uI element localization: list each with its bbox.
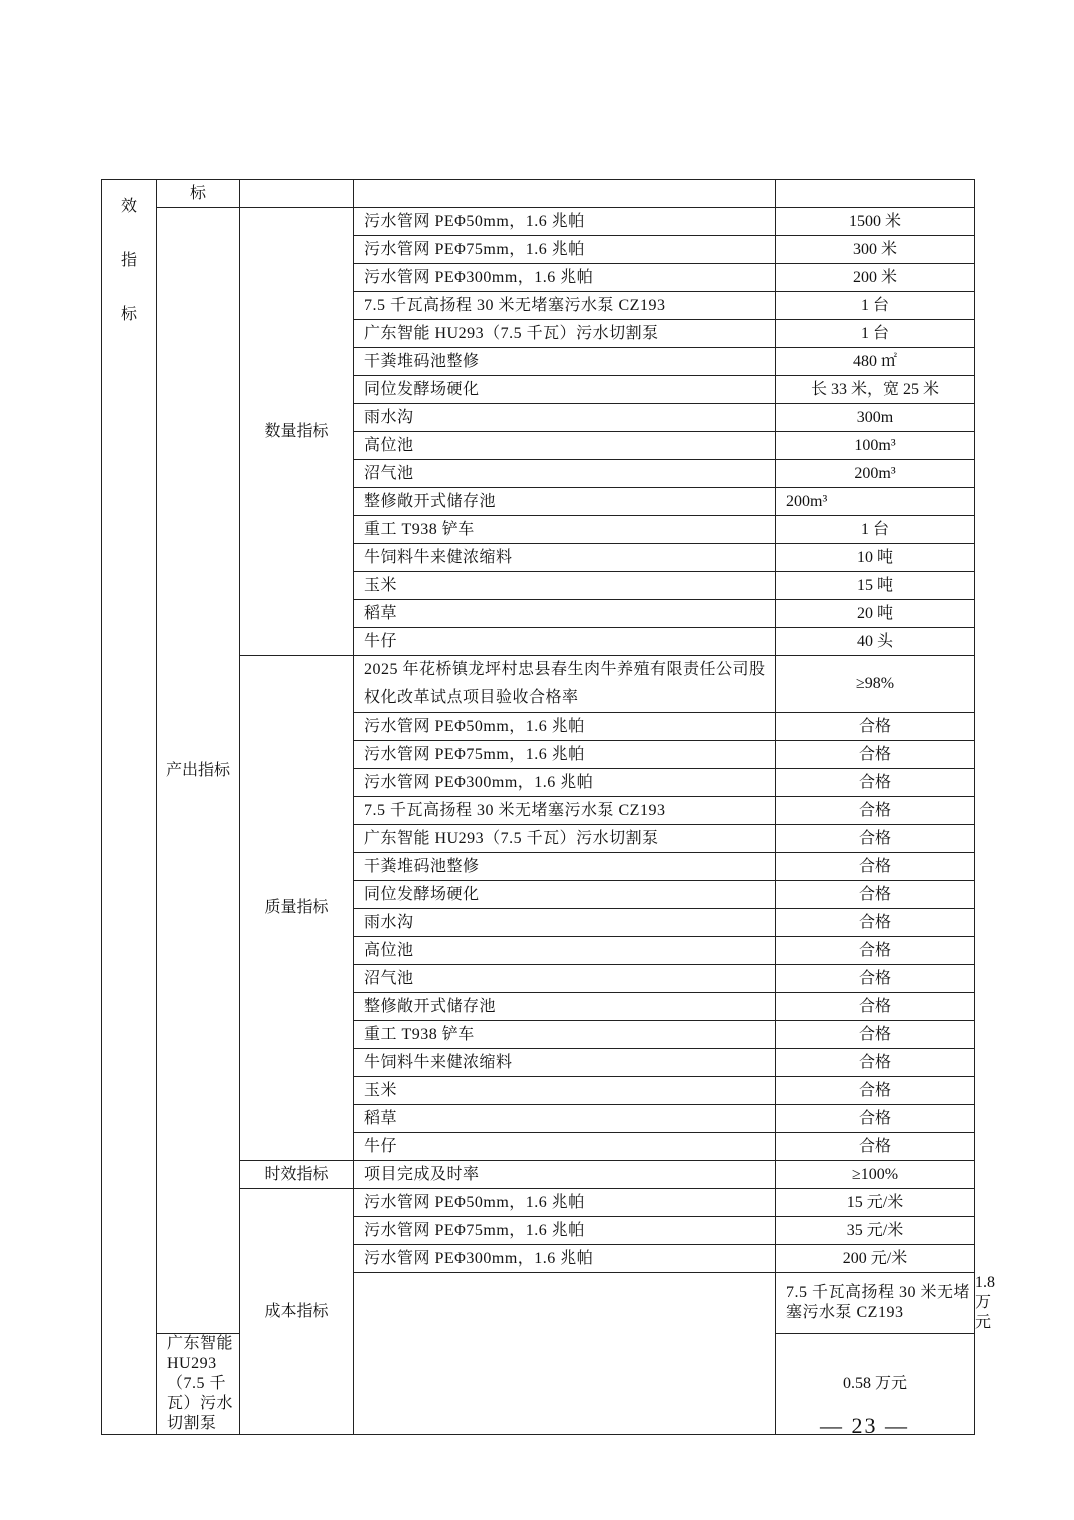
item-name: 雨水沟 [354,404,776,432]
vertical-char: 效 [120,198,137,215]
item-name: 2025 年花桥镇龙坪村忠县春生肉牛养殖有限责任公司股权化改革试点项目验收合格率 [354,656,776,713]
item-name: 重工 T938 铲车 [354,1021,776,1049]
table-row [102,208,975,236]
item-name: 污水管网 PEΦ300mm，1.6 兆帕 [354,769,776,797]
item-name: 7.5 千瓦高扬程 30 米无堵塞污水泵 CZ193 [354,292,776,320]
item-value: 20 吨 [776,600,975,628]
item-value: 合格 [776,1021,975,1049]
item-value: 300 米 [776,236,975,264]
item-name: 干粪堆码池整修 [354,853,776,881]
item-value: 480 ㎡ [776,348,975,376]
item-value: 合格 [776,937,975,965]
vertical-char: 指 [120,252,137,269]
item-value: 合格 [776,825,975,853]
item-value: 合格 [776,965,975,993]
output-indicator-label [157,208,240,1334]
item-name: 污水管网 PEΦ75mm，1.6 兆帕 [354,1217,776,1245]
item-name: 污水管网 PEΦ75mm，1.6 兆帕 [354,236,776,264]
item-value: 1500 米 [776,208,975,236]
item-value: 合格 [776,909,975,937]
item-value: 300m [776,404,975,432]
quantity-indicator-label: 数量指标 [240,208,354,656]
cost-indicator-label: 成本指标 [240,1189,354,1435]
item-value: 200m³ [776,488,975,516]
item-name: 牛饲料牛来健浓缩料 [354,1049,776,1077]
item-value: 长 33 米，宽 25 米 [776,376,975,404]
empty-cell [354,1273,776,1435]
item-value: 0.58 万元 [776,1334,975,1435]
item-name: 污水管网 PEΦ50mm，1.6 兆帕 [354,713,776,741]
item-name: 污水管网 PEΦ300mm，1.6 兆帕 [354,1245,776,1273]
item-value: ≥100% [776,1161,975,1189]
item-name: 稻草 [354,600,776,628]
item-value: 合格 [776,881,975,909]
item-name: 沼气池 [354,460,776,488]
quality-indicator-label: 质量指标 [240,656,354,1161]
item-value: 合格 [776,1133,975,1161]
vertical-char: 标 [120,306,137,323]
item-name: 同位发酵场硬化 [354,376,776,404]
category-cell-vertical [102,180,157,1435]
item-name: 玉米 [354,1077,776,1105]
item-value: 200 元/米 [776,1245,975,1273]
item-name: 玉米 [354,572,776,600]
item-value: 合格 [776,1049,975,1077]
item-name: 同位发酵场硬化 [354,881,776,909]
item-name: 整修敞开式储存池 [354,488,776,516]
item-value: 200m³ [776,460,975,488]
item-name: 牛仔 [354,628,776,656]
item-name: 广东智能 HU293（7.5 千瓦）污水切割泵 [354,320,776,348]
item-name: 整修敞开式储存池 [354,993,776,1021]
item-value: 15 元/米 [776,1189,975,1217]
item-name: 污水管网 PEΦ75mm，1.6 兆帕 [354,741,776,769]
item-name: 高位池 [354,937,776,965]
timeliness-indicator-label: 时效指标 [240,1161,354,1189]
table-row: 7.5 千瓦高扬程 30 米无堵塞污水泵 CZ193 1.8 万元 [102,1273,975,1334]
item-value: 合格 [776,1105,975,1133]
item-value: 合格 [776,993,975,1021]
item-value: 40 头 [776,628,975,656]
item-value: 1 台 [776,516,975,544]
item-value: 100m³ [776,432,975,460]
item-value: ≥98% [776,656,975,713]
item-name: 干粪堆码池整修 [354,348,776,376]
item-name: 7.5 千瓦高扬程 30 米无堵塞污水泵 CZ193 [354,797,776,825]
table-row [102,180,975,208]
item-name: 重工 T938 铲车 [354,516,776,544]
item-name: 广东智能 HU293（7.5 千瓦）污水切割泵 [354,825,776,853]
item-value: 合格 [776,1077,975,1105]
item-value: 合格 [776,797,975,825]
item-name: 污水管网 PEΦ300mm，1.6 兆帕 [354,264,776,292]
item-name: 7.5 千瓦高扬程 30 米无堵塞污水泵 CZ193 [776,1273,975,1334]
item-value: 200 米 [776,264,975,292]
item-value: 合格 [776,713,975,741]
item-name: 雨水沟 [354,909,776,937]
header-cell: 标 [157,180,240,208]
item-value: 35 元/米 [776,1217,975,1245]
page-number: — 23 — [820,1413,909,1438]
item-name: 污水管网 PEΦ50mm，1.6 兆帕 [354,208,776,236]
item-value: 合格 [776,769,975,797]
item-name: 污水管网 PEΦ50mm，1.6 兆帕 [354,1189,776,1217]
item-value: 1 台 [776,292,975,320]
item-name: 项目完成及时率 [354,1161,776,1189]
header-cell-empty [776,180,975,208]
item-value: 合格 [776,741,975,769]
header-cell-empty [354,180,776,208]
item-name: 牛仔 [354,1133,776,1161]
item-name: 牛饲料牛来健浓缩料 [354,544,776,572]
item-name: 沼气池 [354,965,776,993]
item-value: 15 吨 [776,572,975,600]
item-name: 高位池 [354,432,776,460]
performance-indicator-table [101,179,995,1435]
item-value: 合格 [776,853,975,881]
output-indicator-text: 产出指标 [165,761,230,779]
item-name: 稻草 [354,1105,776,1133]
item-value: 1 台 [776,320,975,348]
header-cell-empty [240,180,354,208]
item-value: 10 吨 [776,544,975,572]
item-name: 广东智能 HU293（7.5 千瓦）污水切割泵 [157,1334,240,1435]
